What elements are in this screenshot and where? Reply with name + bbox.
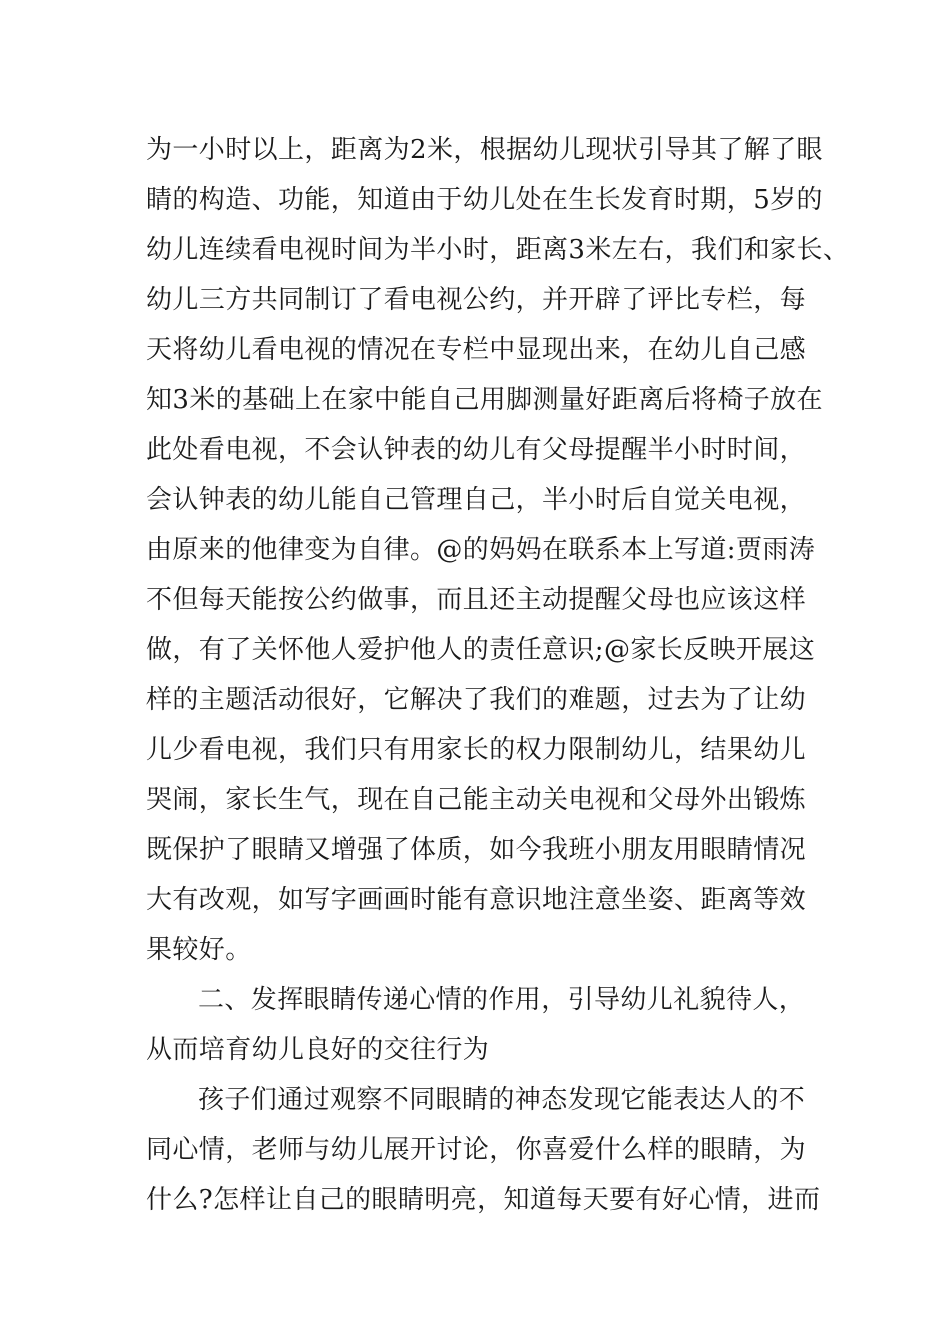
- text-line: 样的主题活动很好，它解决了我们的难题，过去为了让幼: [146, 685, 807, 715]
- text-line: 此处看电视，不会认钟表的幼儿有父母提醒半小时时间，: [146, 435, 807, 465]
- text-line: 会认钟表的幼儿能自己管理自己，半小时后自觉关电视，: [146, 485, 807, 515]
- text-line: 天将幼儿看电视的情况在专栏中显现出来，在幼儿自己感: [146, 335, 807, 365]
- text-line: 大有改观，如写字画画时能有意识地注意坐姿、距离等效: [146, 885, 807, 915]
- text-line: 幼儿三方共同制订了看电视公约，并开辟了评比专栏，每: [146, 285, 807, 315]
- text-line: 既保护了眼睛又增强了体质，如今我班小朋友用眼睛情况: [146, 835, 807, 865]
- text-line: 做，有了关怀他人爱护他人的责任意识;@家长反映开展这: [146, 635, 816, 665]
- text-line: 幼儿连续看电视时间为半小时，距离3米左右，我们和家长、: [146, 235, 850, 265]
- text-line: 果较好。: [146, 935, 252, 965]
- text-line: 同心情，老师与幼儿展开讨论，你喜爱什么样的眼睛，为: [146, 1135, 807, 1165]
- text-line: 什么?怎样让自己的眼睛明亮，知道每天要有好心情，进而: [146, 1185, 821, 1215]
- text-line: 知3米的基础上在家中能自己用脚测量好距离后将椅子放在: [146, 385, 823, 415]
- text-line: 睛的构造、功能，知道由于幼儿处在生长发育时期，5岁的: [146, 185, 823, 215]
- text-line: 不但每天能按公约做事，而且还主动提醒父母也应该这样: [146, 585, 807, 615]
- text-line: 由原来的他律变为自律。@的妈妈在联系本上写道:贾雨涛: [146, 535, 816, 565]
- text-line: 孩子们通过观察不同眼睛的神态发现它能表达人的不: [198, 1085, 806, 1115]
- text-line: 儿少看电视，我们只有用家长的权力限制幼儿，结果幼儿: [146, 735, 807, 765]
- text-line: 为一小时以上，距离为2米，根据幼儿现状引导其了解了眼: [146, 135, 823, 165]
- section-heading-line: 二、发挥眼睛传递心情的作用，引导幼儿礼貌待人，: [198, 985, 806, 1015]
- section-heading-line: 从而培育幼儿良好的交往行为: [146, 1035, 490, 1065]
- text-line: 哭闹，家长生气，现在自己能主动关电视和父母外出锻炼: [146, 785, 807, 815]
